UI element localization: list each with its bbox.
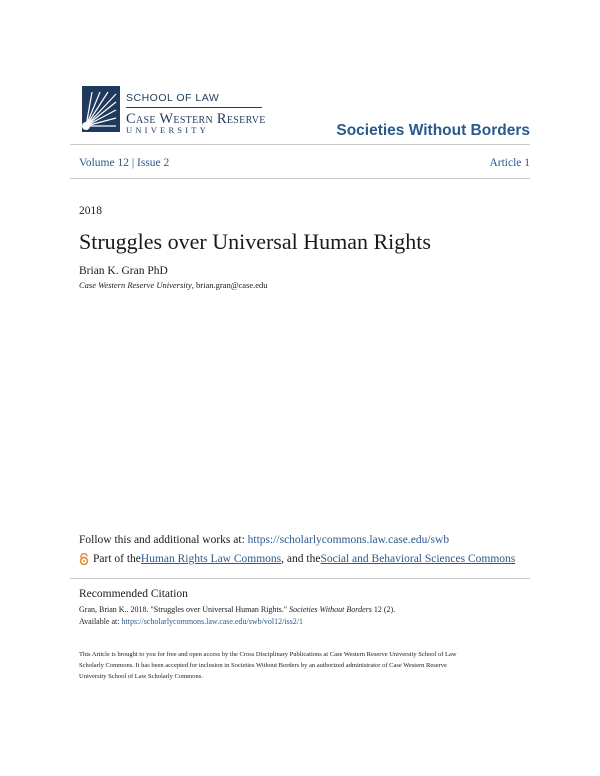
author-affiliation [79,280,268,290]
access-notice [79,649,519,682]
follow-line [79,534,449,546]
header-divider-bottom [70,178,530,179]
open-access-icon [79,553,89,565]
citation-volume: 12 (2). [371,605,396,614]
volume-issue [79,157,169,169]
volume-link[interactable]: Volume 12 [79,157,129,169]
citation-block [79,604,519,628]
part-of-line [79,553,515,565]
issue-link[interactable]: Issue 2 [137,157,170,169]
follow-prefix: Follow this and additional works at: [79,534,248,546]
notice-line-1: This Article is brought to you for free and open access by the Cross Disciplinary Publications at Case Western Reserve University School of Law [79,651,457,658]
header-divider-top [70,144,530,145]
follow-url-link[interactable]: https://scholarlycommons.law.case.edu/swb [247,534,450,546]
notice-line-2: Scholarly Commons. It has been accepted for inclusion in Societies Without Borders by an authorized administrator of Case Western Reserve [79,662,447,669]
part-of-prefix: Part of the [93,553,141,565]
citation-text: Gran, Brian K.. 2018. "Struggles over Universal Human Rights." [79,605,290,614]
recommended-divider [70,578,530,579]
logo-case-western: Case Western Reserve [126,111,266,127]
logo-university: UNIVERSITY [126,125,209,135]
logo-divider [126,107,262,108]
school-logo-icon [82,86,120,132]
part-of-middle: , and the [281,553,321,565]
affiliation-name: Case Western Reserve University [79,280,192,290]
publication-year: 2018 [79,205,102,217]
author-email: , brian.gran@case.edu [191,280,268,290]
social-behavioral-sciences-commons-link[interactable]: Social and Behavioral Sciences Commons [320,553,516,565]
logo-school-of-law: SCHOOL OF LAW [126,92,220,104]
citation-line [79,604,519,616]
author-name: Brian K. Gran PhD [79,265,168,277]
article-title: Struggles over Universal Human Rights [79,229,431,254]
available-prefix: Available at: [79,617,122,626]
journal-title-link[interactable]: Societies Without Borders [336,122,530,139]
recommended-citation-heading: Recommended Citation [79,588,188,600]
volume-issue-separator: | [128,157,138,169]
available-line [79,616,519,628]
notice-line-3: University School of Law Scholarly Commons. [79,673,203,680]
human-rights-law-commons-link[interactable]: Human Rights Law Commons [140,553,282,565]
article-number-link[interactable]: Article 1 [489,157,530,169]
available-url-link[interactable]: https://scholarlycommons.law.case.edu/swb/vol12/iss2/1 [121,617,303,626]
citation-journal: Societies Without Borders [289,605,372,614]
